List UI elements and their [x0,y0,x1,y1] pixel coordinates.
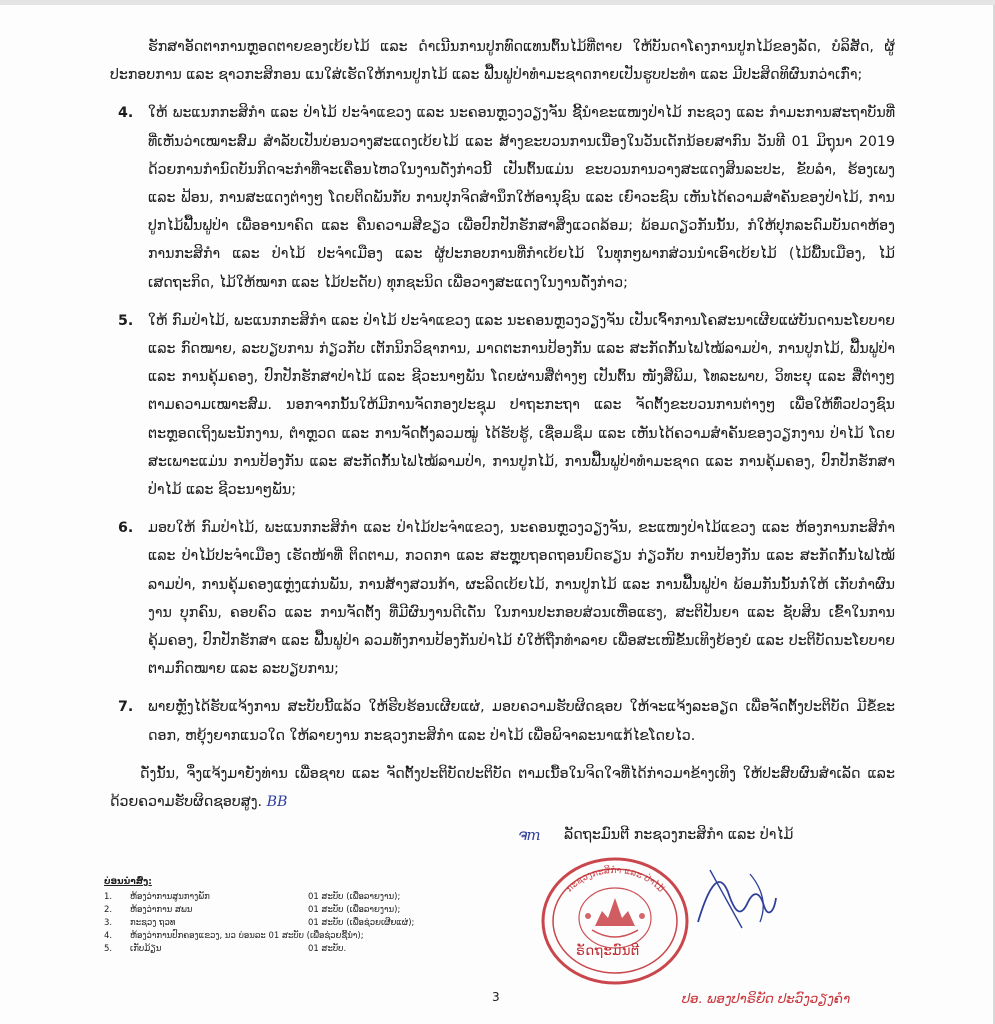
row-copies: 01 ສະບັບ. [308,944,347,954]
distribution-row [104,930,434,943]
seal-caption: ຣັດຖະມົນຕີ [576,944,640,959]
row-recipient: ຫ້ອງວ່າການປົກຄອງແຂວງ, ນວ ບ່ອນລະ 01 ສະບັບ (ເພື່ອຊ່ວຍຊີ້ນໍາ); [130,931,364,941]
row-copies: 01 ສະບັບ (ເພື່ອລາຍງານ); [308,892,401,902]
row-index: 1. [104,892,113,902]
paragraph-number: 4. [118,105,134,122]
row-index: 3. [104,918,113,928]
distribution-row [104,891,434,904]
paragraph-number: 7. [118,699,134,716]
row-recipient: ເກັບມ້ຽນ [130,944,162,954]
row-copies: 01 ສະບັບ (ເພື່ອຊ່ວຍເຜີຍແຜ່); [308,918,415,928]
distribution-row [104,904,434,917]
paragraph-text: ມອບໃຫ້ ກົມປ່າໄມ້, ພະແນກກະສິກໍາ ແລະ ປ່າໄມ້ປະຈໍາແຂວງ, ນະຄອນຫຼວງວຽງຈັນ, ຂະແໜງປ່າໄມ້ແຂວງ ແລະ ຫ້ອງການກະສິກໍາ ແລະ ປ່າໄມ້ປະຈໍາເມືອງ ເຮັດໜ້າທີ່ ຕິດຕາມ, ກວດກາ ແລະ ສະຫຼຸບຖອດຖອນບົດຮຽນ ກ່ຽວກັບ ການປ້ອງກັນ ແລະ ສະກັດກັ້ນໄຟໄໝ້ລາມປ່າ, ການຄຸ້ມຄອງແຫຼ່ງແກ່ນພັນ, ການສ້າງສວນກ້າ, ຜະລິດເບ້ຍໄມ້, ການປູກໄມ້ ແລະ ການຟື້ນຟູປ່າ ພ້ອມກັນນັ້ນກໍ່ໃຫ້ ເກັບກໍາຜົນງານ ບຸກຄົນ, ຄອບຄົວ ແລະ ການຈັດຕັ້ງ ທີ່ມີຜົນງານດີເດັ່ນ ໃນການປະກອບສ່ວນເຫື່ອແຮງ, ສະຕິປັນຍາ ແລະ ຊັບສິນ ເຂົ້າໃນການຄຸ້ມຄອງ, ປົກປັກຮັກສາ ແລະ ຟື້ນຟູປ່າ ລວມທັງການປ້ອງກັນປ່າໄມ້ ບໍ່ໃຫ້ຖືກທໍາລາຍ ເພື່ອສະເໜີຂັ້ນເທິງຍ້ອງຍໍ ແລະ ປະຕິບັດນະໂຍບາຍ ຕາມກົດໝາຍ ແລະ ລະບຽບການ; [148,520,895,678]
page-number: 3 [492,990,500,1004]
row-copies [364,930,434,943]
row-index: 2. [104,905,113,915]
paragraph-6 [110,514,895,683]
paragraph-text: ໃຫ້ ພະແນກກະສິກໍາ ແລະ ປ່າໄມ້ ປະຈໍາແຂວງ ແລະ ນະຄອນຫຼວງວຽງຈັນ ຊີ້ນໍາຂະແໜງປ່າໄມ້ ກະຊວງ ແລະ ກໍາມະການສະຖາບັນທີ່ ທີ່ເຫັນວ່າເໝາະສົມ ສໍາລັບເປັນບ່ອນວາງສະແດງເບ້ຍໄມ້ ແລະ ສ້າງຂະບວນການເນື່ອງໃນວັນເດັກນ້ອຍສາກົນ ວັນທີ 01 ມິຖຸນາ 2019 ດ້ວຍການກໍານົດບັນກິດຈະກໍາທີ່ຈະເຄື່ອນໄຫວໃນງານດັ່ງກ່າວນີ້ ເປັນຕົ້ນແມ່ນ ຂະບວນການວາງສະແດງສິນລະປະ, ຂັບລໍາ, ຮ້ອງເພງ ແລະ ຟ້ອນ, ການສະແດງຕ່າງໆ ໂດຍຕິດພັນກັບ ການປຸກຈິດສໍານຶກໃຫ້ອານຸຊົນ ແລະ ເຍົາວະຊົນ ເຫັນໄດ້ຄວາມສໍາຄັນຂອງປ່າໄມ້, ການປູກໄມ້ຟື້ນຟູປ່າ ເພື່ອອານາຄົດ ແລະ ຄືນຄວາມສີຂຽວ ເພື່ອປົກປັກຮັກສາສິ່ງແວດລ້ອມ; ພ້ອມດຽວກັນນັ້ນ, ກໍໃຫ້ປຸກລະດົມບັນດາຫ້ອງການກະສິກໍາ ແລະ ປ່າໄມ້ ປະຈໍາເມືອງ ແລະ ຜູ້ປະກອບການທີ່ກໍາເບ້ຍໄມ້ ໃນທຸກໆພາກສ່ວນນໍາເອົາເບ້ຍໄມ້ (ໄມ້ພື້ນເມືອງ, ໄມ້ເສດຖະກິດ, ໄມ້ໃຫ້ໝາກ ແລະ ໄມ້ປະດັບ) ທຸກຊະນິດ ເພື່ອວາງສະແດງໃນງານດັ່ງກ່າວ; [148,105,895,291]
top-edge [0,0,995,5]
paragraph-4 [110,99,895,296]
svg-text:ກະຊວງກະສິກໍາ ແລະ ປ່າໄມ້ [565,865,666,895]
distribution-row [104,917,434,930]
signer-initials: ຈm [517,826,541,844]
paragraph-text: ດັ່ງນັ້ນ, ຈຶ່ງແຈ້ງມາຍັງທ່ານ ເພື່ອຊາບ ແລະ ຈັດຕັ້ງປະຕິບັດປະຕິບັດ ຕາມເນື້ອໃນຈິດໃຈທີ່ໄດ້ກ່າວມາຂ້າງເທິງ ໃຫ້ປະສົບຜົນສໍາເລັດ ແລະ ດ້ວຍຄວາມຮັບຜິດຊອບສູງ. [110,765,895,811]
row-index: 5. [104,944,113,954]
official-seal [540,856,690,986]
distribution-list [104,876,434,956]
row-recipient: ກະຊວງ ຖວທ [130,918,176,928]
paragraph-text: ໃຫ້ ກົມປ່າໄມ້, ພະແນກກະສິກໍາ ແລະ ປ່າໄມ້ ປະຈໍາແຂວງ ແລະ ນະຄອນຫຼວງວຽງຈັນ ເປັນເຈົ້າການໂຄສະນາເຜີຍແຜ່ບັນດານະໂຍບາຍ ແລະ ກົດໝາຍ, ລະບຽບການ ກ່ຽວກັບ ເຕັກນິກວິຊາການ, ມາດຕະການປ້ອງກັນ ແລະ ສະກັດກັ້ນໄຟໄໝ້ລາມປ່າ, ການປູກໄມ້, ຟື້ນຟູປ່າ ແລະ ການຄຸ້ມຄອງ, ປົກປັກຮັກສາປ່າໄມ້ ແລະ ຊີວະນາໆພັນ ໂດຍຜ່ານສື່ຕ່າງໆ ເປັນຕົ້ນ ໜັງສືພິມ, ໂທລະພາບ, ວິທະຍຸ ແລະ ສື່ຕ່າງໆ ຕາມຄວາມເໝາະສົມ. ນອກຈາກນັ້ນໃຫ້ມີການຈັດກອງປະຊຸມ ປາຖະກະຖາ ແລະ ຈັດຕັ້ງຂະບວນການຕ່າງໆ ເພື່ອໃຫ້ທົ່ວປວງຊົນ ຕະຫຼອດເຖິງພະນັກງານ, ຕໍາຫຼວດ ແລະ ການຈັດຕັ້ງລວມໝູ່ ໄດ້ຮັບຮູ້, ເຊື່ອມຊຶມ ແລະ ເຫັນໄດ້ຄວາມສໍາຄັນຂອງວຽກງານ ປ່າໄມ້ ໂດຍສະເພາະແມ່ນ ການປ້ອງກັນ ແລະ ສະກັດກັ້ນໄຟໄໝ້ລາມປ່າ, ການປູກໄມ້, ການຟື້ນຟູປ່າທໍາມະຊາດ ແລະ ການຄຸ້ມຄອງ, ປົກປັກຮັກສາປ່າໄມ້ ແລະ ຊີວະນາໆພັນ; [148,312,895,499]
paragraph-text: ພາຍຫຼັງໄດ້ຮັບແຈ້ງການ ສະບັບນີ້ແລ້ວ ໃຫ້ຮີບຮ້ອນເຜີຍແຜ່, ມອບຄວາມຮັບຜິດຊອບ ໃຫ້ຈະແຈ້ງລະອຽດ ເພື່ອຈັດຕັ້ງປະຕິບັດ ມີຂໍ້ຂະດອກ, ຫຍຸ້ງຍາກແນວໃດ ໃຫ້ລາຍງານ ກະຊວງກະສິກໍາ ແລະ ປ່າໄມ້ ເພື່ອພິຈາລະນາແກ້ໄຂໂດຍໄວ. [148,699,895,744]
closing-initials: BB [266,794,288,811]
distribution-title: ບ່ອນນໍາສົ່ງ: [104,877,152,887]
distribution-row [104,943,434,956]
row-index: 4. [104,931,113,941]
paragraph-7 [110,693,895,749]
paragraph-number: 5. [118,312,134,329]
signer-name: ປອ. ພອງປາຣິຍັດ ປະວົງວຽງຄໍາ [682,991,851,1007]
body-text [110,33,895,826]
row-recipient: ຫ້ອງວ່າການ ສພນ [130,905,193,915]
closing-paragraph [110,760,895,816]
row-copies: 01 ສະບັບ (ເພື່ອລາຍງານ); [308,905,401,915]
paragraph-number: 6. [118,520,134,537]
paragraph-continuation [110,33,895,89]
seal-ring-text: ກະຊວງກະສິກໍາ ແລະ ປ່າໄມ້ [564,865,666,895]
paragraph-text: ຮັກສາອັດຕາການຫຼອດຕາຍຂອງເບ້ຍໄມ້ ແລະ ດໍາເນີນການປູກທົດແທນຕົ້ນໄມ້ທີ່ຕາຍ ໃຫ້ບັນດາໂຄງການປູກໄມ້ຂອງລັດ, ບໍລິສັດ, ຜູ້ປະກອບການ ແລະ ຊາວກະສິກອນ ແນໃສ່ເຮັດໃຫ້ການປູກໄມ້ ແລະ ຟື້ນຟູປ່າທໍາມະຊາດກາຍເປັນຮູບປະທໍາ ແລະ ມີປະສິດທິຜົນກວ່າເກົ່າ; [110,39,895,84]
row-recipient: ຫ້ອງວ່າການສູນກາງພັກ [130,892,210,902]
paragraph-5 [110,307,895,504]
signature-scribble [690,862,780,932]
signer-title: ລັດຖະມົນຕີ ກະຊວງກະສິກໍາ ແລະ ປ່າໄມ້ [564,827,794,843]
